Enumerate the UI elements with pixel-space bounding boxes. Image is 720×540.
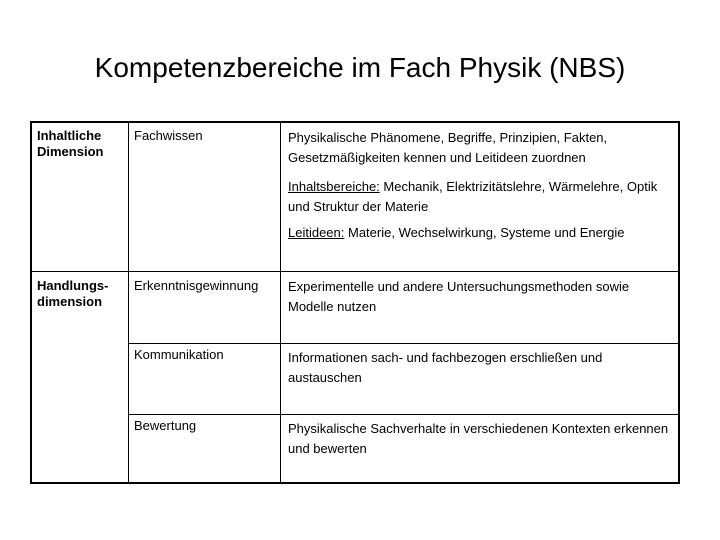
row-desc: Physikalische Sachverhalte in verschiedenen Kontexten erkennen und bewerten bbox=[288, 421, 669, 456]
row-desc: Experimentelle und andere Untersuchungsmethoden sowie Modelle nutzen bbox=[288, 279, 630, 314]
page-title: Kompetenzbereiche im Fach Physik (NBS) bbox=[94, 52, 626, 83]
inhaltsbereiche-label: Inhaltsbereiche: bbox=[288, 179, 380, 194]
row-label: Erkenntnisgewinnung bbox=[134, 278, 259, 293]
inhaltsbereiche bbox=[288, 177, 673, 217]
fachwissen-label: Fachwissen bbox=[134, 128, 203, 143]
dimension-inhalt: Inhaltliche Dimension bbox=[37, 128, 104, 159]
leitideen bbox=[288, 223, 673, 243]
row-label: Kommunikation bbox=[134, 347, 224, 362]
dimension-handlung: Handlungs-dimension bbox=[37, 278, 109, 309]
leitideen-label: Leitideen: bbox=[288, 225, 345, 240]
row-desc: Informationen sach- und fachbezogen erschließen und austauschen bbox=[288, 350, 603, 385]
inhaltsbereiche-text: Mechanik, Elektrizitätslehre, Wärmelehre, Optik und Struktur der Materie bbox=[288, 179, 658, 214]
leitideen-text: Materie, Wechselwirkung, Systeme und Energie bbox=[344, 225, 625, 240]
divider bbox=[128, 123, 129, 482]
row-label: Bewertung bbox=[134, 418, 197, 433]
competence-table bbox=[30, 121, 680, 484]
divider bbox=[280, 123, 281, 482]
divider bbox=[128, 414, 678, 415]
fachwissen-desc: Physikalische Phänomene, Begriffe, Prinzipien, Fakten, Gesetzmäßigkeiten kennen und Leitideen zuordnen bbox=[288, 130, 608, 165]
divider bbox=[128, 343, 678, 344]
divider bbox=[32, 271, 678, 272]
